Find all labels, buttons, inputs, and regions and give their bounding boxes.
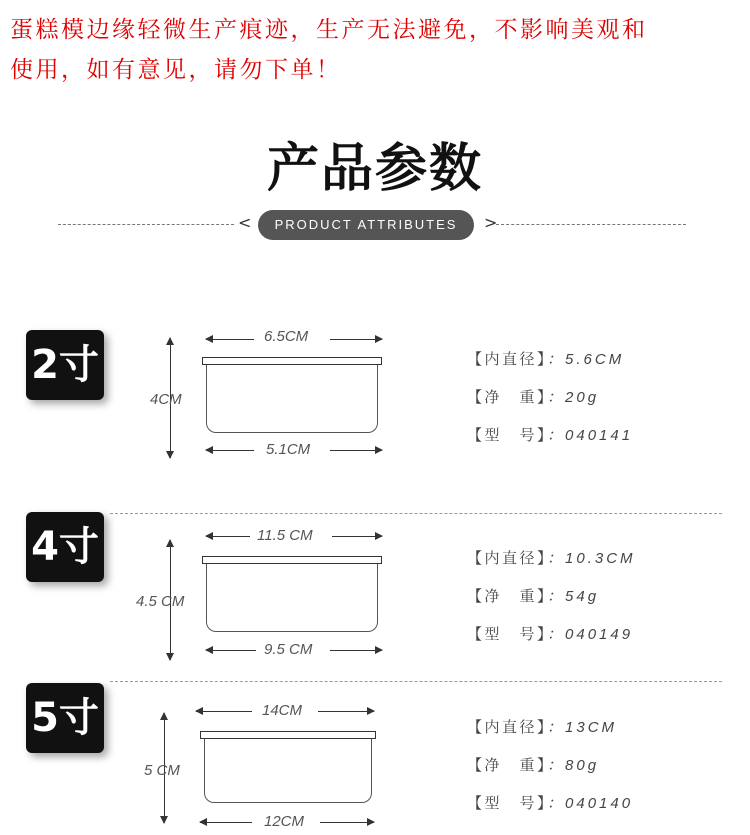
height-label: 4CM [150,391,182,408]
mold-lid [202,357,382,365]
chevron-left-icon: < [238,213,252,232]
top-width-label: 14CM [262,702,303,719]
bottom-width-label: 9.5 CM [264,641,313,658]
size-badge: 4寸 [26,512,104,582]
section-divider [110,513,722,514]
mold-lid [202,556,382,564]
arrow-left-icon [206,339,254,340]
spec-net-weight: 【净 重】：20g [467,388,600,406]
chevron-right-icon: > [484,213,498,232]
arrow-right-icon [330,339,382,340]
arrow-right-icon [330,650,382,651]
dashed-divider-right [496,224,686,225]
notice-line-2: 使用，如有意见，请勿下单！ [10,57,342,83]
arrow-left-icon [206,650,256,651]
notice-line-1: 蛋糕模边缘轻微生产痕迹，生产无法避免，不影响美观和 [10,17,648,43]
bottom-width-label: 12CM [264,813,305,830]
defect-notice [10,10,745,90]
page-title: 产品参数 [266,139,483,199]
spec-inner-diameter: 【内直径】：5.6CM [467,350,625,368]
top-width-label: 11.5 CM [257,527,313,544]
spec-net-weight: 【净 重】：54g [467,587,600,605]
arrow-left-icon [200,822,252,823]
arrow-right-icon [332,536,382,537]
height-label: 4.5 CM [136,593,185,610]
size-badge: 5寸 [26,683,104,753]
spec-model: 【型 号】：040140 [467,794,634,812]
arrow-right-icon [318,711,374,712]
mold-lid [200,731,376,739]
arrow-left-icon [206,536,250,537]
arrow-right-icon [330,450,382,451]
spec-net-weight: 【净 重】：80g [467,756,600,774]
subtitle-pill: PRODUCT ATTRIBUTES [258,210,474,240]
mold-body [204,739,372,803]
arrow-left-icon [206,450,254,451]
spec-model: 【型 号】：040149 [467,625,634,643]
arrow-left-icon [196,711,252,712]
height-label: 5 CM [144,762,180,779]
mold-body [206,564,378,632]
bottom-width-label: 5.1CM [266,441,311,458]
top-width-label: 6.5CM [264,328,309,345]
arrow-right-icon [320,822,374,823]
section-divider [110,681,722,682]
spec-inner-diameter: 【内直径】：10.3CM [467,549,636,567]
spec-model: 【型 号】：040141 [467,426,634,444]
spec-inner-diameter: 【内直径】：13CM [467,718,618,736]
subtitle-row [0,210,750,240]
dashed-divider-left [58,224,234,225]
size-badge: 2寸 [26,330,104,400]
mold-body [206,365,378,433]
